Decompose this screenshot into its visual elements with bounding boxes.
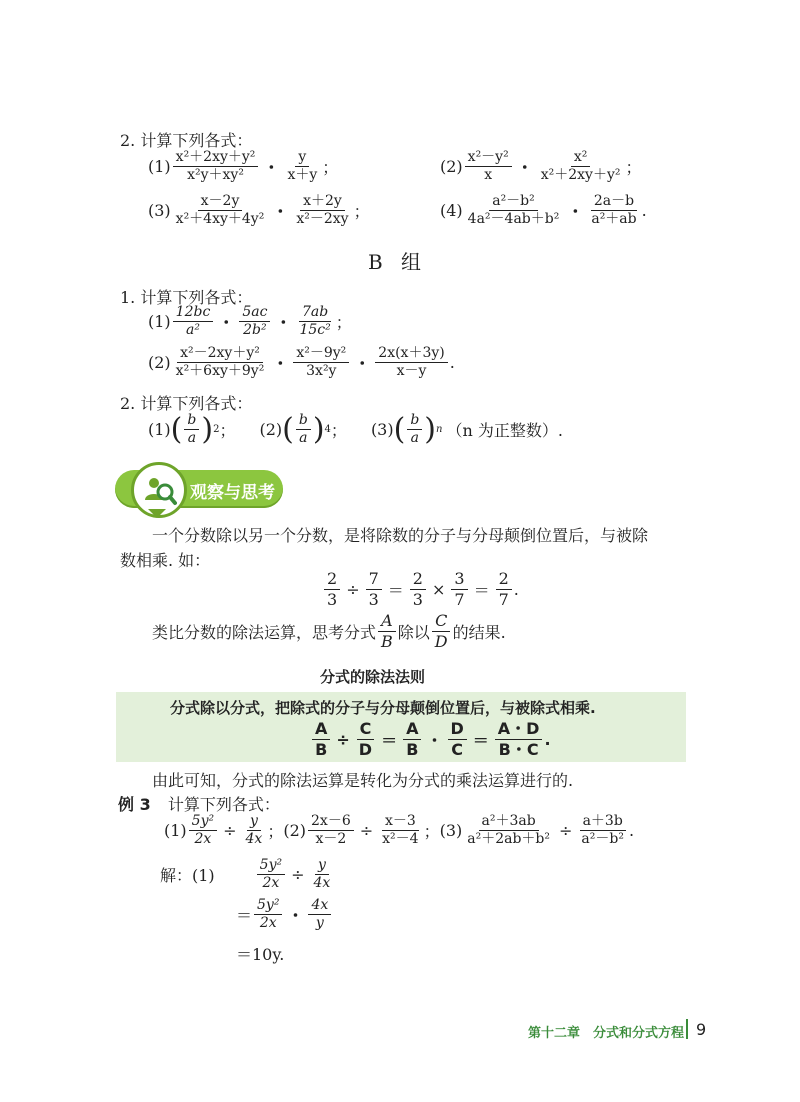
exponent: 4 xyxy=(324,424,331,436)
fraction: $\frac{b}{a}$ xyxy=(407,413,422,447)
fraction: $\frac{b}{a}$ xyxy=(184,413,199,447)
exponent: 2 xyxy=(213,424,220,436)
fraction: $\frac{\text{x²＋2xy＋y²}}{\text{x²y＋xy²}}$ xyxy=(173,150,259,184)
footer-divider xyxy=(686,1019,688,1039)
fraction: $\frac{\text{x²}}{\text{x²＋2xy＋y²}}$ xyxy=(540,149,621,184)
rule-title: 分式的除法法则 xyxy=(320,668,426,686)
exponent: n xyxy=(436,424,443,436)
b-problem-2-header: 2. 计算下列各式： xyxy=(120,394,253,413)
item-label: (1) xyxy=(164,821,187,841)
item-label: (4) xyxy=(440,201,463,221)
solution-step-1: 解：(1) $\frac{\text{5y²}}{2x}$ ÷ $\frac{y}{4x}$ xyxy=(160,857,331,892)
fraction: $\frac{2x(x+3y)}{x-y}$ xyxy=(375,346,447,380)
think-paragraph-line-1: 一个分数除以另一个分数，是将除数的分子与分母颠倒位置后，与被除 xyxy=(152,526,649,545)
example-label: 例 3 xyxy=(118,795,151,814)
item-label: (1) xyxy=(148,312,171,332)
item-label: (3) xyxy=(148,201,171,221)
item-label: (2) xyxy=(440,157,463,177)
chapter-footer: 第十二章 分式和分式方程 xyxy=(528,1026,685,1041)
fraction: $\frac{b}{a}$ xyxy=(296,413,311,447)
fraction: $\frac{\text{x²－2xy＋y²}}{\text{x²＋6xy＋9y²}}$ xyxy=(175,345,265,380)
item-label: (3) xyxy=(439,821,463,841)
item-label: (2) xyxy=(283,821,307,841)
fraction: $\frac{12bc}{\text{a²}}$ xyxy=(173,305,214,339)
page-number: 9 xyxy=(696,1020,707,1039)
example-problems: (1) $\frac{\text{5y²}}{2x}$ ÷ $\frac{y}{4x}$ ； (2) $\frac{2x-6}{x-2}$ ÷ $\frac{x-3}{\text{x²－4}}$ ； (3) $\frac{\text{a²＋3ab}}{\text{a²＋2ab＋b²}}$ ÷ $\frac{a+3b}{\text{a²－b²}}$ . xyxy=(164,813,635,848)
fraction-division-example: $\frac{2}{3}$ ÷ $\frac{7}{3}$ ＝ $\frac{2}{3}$ × $\frac{3}{7}$ ＝ $\frac{2}{7}$ . xyxy=(322,570,519,608)
fraction: $\frac{\text{a²－b²}}{\text{4a²－4ab＋b²}}$ xyxy=(467,193,560,228)
problem-2-1: (1) $\frac{\text{x²＋2xy＋y²}}{\text{x²y＋xy²}}$ ・ $\frac{y}{x+y}$ ； xyxy=(148,149,339,184)
fraction: $\frac{\text{x²－9y²}}{\text{3x²y}}$ xyxy=(293,346,349,380)
badge-pointer xyxy=(148,509,166,518)
problem-2-3: (3) $\frac{x-2y}{\text{x²＋4xy＋4y²}}$ ・ $\frac{x+2y}{\text{x²－2xy}}$ ； xyxy=(148,193,370,228)
b-problem-1-1: (1) $\frac{12bc}{\text{a²}}$ ・ $\frac{5ac}{\text{2b²}}$ ・ $\frac{7ab}{\text{15c²}}$ ； xyxy=(148,304,352,339)
item-label: (3) xyxy=(370,420,394,440)
problem-2-header: 2. 计算下列各式： xyxy=(120,131,253,150)
think-paragraph-line-2: 数相乘. 如： xyxy=(120,551,211,570)
solution-step-2: ＝ $\frac{\text{5y²}}{2x}$ ・ $\frac{4x}{y}$ xyxy=(236,898,333,932)
fraction: $\frac{y}{x+y}$ xyxy=(287,149,318,184)
item-label: (2) xyxy=(259,420,283,440)
fraction: $\frac{x+2y}{\text{x²－2xy}}$ xyxy=(296,193,349,228)
solution-step-3: ＝10y. xyxy=(236,945,285,964)
fraction: $\frac{\text{x²－y²}}{x}$ xyxy=(465,150,512,184)
conclusion: 由此可知，分式的除法运算是转化为分式的乘法运算进行的. xyxy=(152,771,574,790)
item-label: (1) xyxy=(148,157,171,177)
group-b-title: B 组 xyxy=(368,250,428,274)
rule-text: 分式除以分式，把除式的分子与分母颠倒位置后，与被除式相乘. xyxy=(170,699,596,717)
item-label: (1) xyxy=(148,420,171,440)
problem-2-2: (2) $\frac{\text{x²－y²}}{x}$ ・ $\frac{\text{x²}}{\text{x²＋2xy＋y²}}$ ； xyxy=(440,149,642,184)
item-label: (2) xyxy=(148,353,171,373)
example-header: 例 3 计算下列各式： xyxy=(118,795,280,814)
b-problem-1-2: (2) $\frac{\text{x²－2xy＋y²}}{\text{x²＋6xy＋9y²}}$ ・ $\frac{\text{x²－9y²}}{\text{3x²y}}$ ・ $\frac{2x(x+3y)}{x-y}$ . xyxy=(148,345,455,380)
badge-label: 观察与思考 xyxy=(190,483,275,503)
b-problem-1-header: 1. 计算下列各式： xyxy=(120,288,253,307)
problem-2-4: (4) $\frac{\text{a²－b²}}{\text{4a²－4ab＋b²}}$ ・ $\frac{2a-b}{\text{a²＋ab}}$ . xyxy=(440,193,647,228)
analogy-prompt: 类比分数的除法运算，思考分式 $\frac{A}{B}$ 除以 $\frac{C}{D}$ 的结果. xyxy=(152,611,506,651)
fraction: $\frac{x-2y}{\text{x²＋4xy＋4y²}}$ xyxy=(175,193,265,228)
fraction: $\frac{7ab}{\text{15c²}}$ xyxy=(299,304,331,339)
b-problem-2-items: (1) ( $\frac{b}{a}$ ) 2 ； (2) ( $\frac{b}{a}$ ) 4 ； (3) ( $\frac{b}{a}$ ) n （n 为正整数）. xyxy=(148,411,563,447)
rule-formula: $\frac{A}{B}$ ÷ $\frac{C}{D}$ ＝ $\frac{A}{B}$ ・ $\frac{D}{C}$ ＝ $\frac{A・D}{B・C}$ . xyxy=(310,720,551,758)
solution-label: 解：(1) xyxy=(160,866,215,886)
fraction: $\frac{5ac}{\text{2b²}}$ xyxy=(239,305,270,339)
fraction: $\frac{2a-b}{\text{a²＋ab}}$ xyxy=(591,193,637,228)
